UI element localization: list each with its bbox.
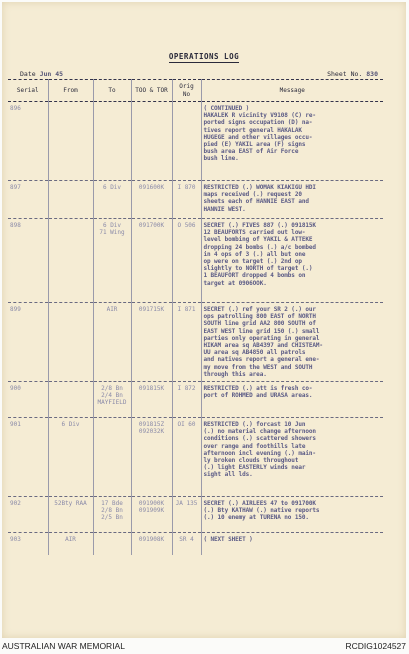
cell-message-line: dropping 24 bombs (.) a/c bombed [203,243,316,251]
document-page [2,2,406,638]
cell-too-tor [131,533,172,555]
operations-log-table [8,79,383,555]
cell-message-line: tives report general HAKALAK [203,126,302,134]
cell-orig-no-text: O 506 [177,222,196,229]
cell-orig-no [172,497,201,533]
cell-serial [8,533,48,555]
cell-serial [8,497,48,533]
cell-orig-no [172,303,201,382]
cell-to-line: 71 Wing [99,229,125,237]
cell-serial-text: 901 [10,421,21,428]
table-row [8,533,383,555]
table-row [8,497,383,533]
cell-serial-text: 902 [10,500,21,507]
cell-message-line: and natives report a general ene- [203,356,320,364]
cell-message-line: slightly to NORTH of target (.) [203,265,313,273]
cell-message [201,497,383,533]
cell-message-line: ops patrolling 800 EAST of NORTH [203,313,316,321]
cell-too-tor [131,418,172,497]
cell-too-tor [131,382,172,418]
cell-to [93,102,131,181]
cell-message-line: my move from the WEST and SOUTH [203,363,313,371]
cell-too-tor-line: 091815K [138,385,165,392]
cell-message-line: 12 BEAUFORTS carried out low- [203,229,306,237]
cell-message [201,533,383,555]
cell-orig-no-text: I 870 [177,184,196,191]
cell-message [201,102,383,181]
cell-message-line: bush line. [203,155,239,163]
cell-message-line: ( NEXT SHEET ) [203,536,253,543]
cell-message [201,418,383,497]
cell-from [48,533,93,555]
cell-serial-text: 896 [10,105,21,112]
cell-message-line: HIKAM area sq AB4397 and CHISTEAM- [203,342,323,350]
cell-message-line: SECRET (.) FIVES 887 (.) 091815K [203,222,316,229]
cell-message-line: over range and foothills late [203,442,306,450]
cell-message-line: RESTRICTED (.) forcast 10 Jun [203,421,306,428]
cell-to [93,418,131,497]
cell-message-line: SECRET (.) AIRLEES 47 to 091700K [203,500,316,507]
cell-message-line: op were on target (.) 2nd op [203,258,302,266]
cell-to [93,303,131,382]
cell-message-line: in 4 ops of 3 (.) all but one [203,250,306,258]
cell-serial [8,418,48,497]
date-value: Jun 45 [39,70,64,78]
cell-serial-text: 900 [10,385,21,392]
column-header-to: To [93,80,131,102]
cell-message-line: parties only operating in general [203,334,320,342]
cell-orig-no-text: JA 135 [175,500,198,507]
cell-too-tor [131,219,172,303]
date-field [20,70,63,78]
cell-too-tor [131,303,172,382]
sheet-number-field [327,70,378,78]
cell-to-line: 17 Bde [101,500,123,507]
cell-to-line: 2/4 Bn [101,392,123,400]
cell-orig-no-text: I 871 [177,306,196,313]
cell-too-tor-line: 091700K [138,222,165,229]
cell-too-tor-line: 091715K [138,306,165,313]
cell-message-line: ly broken clouds throughout [203,457,299,465]
cell-orig-no [172,102,201,181]
cell-to [93,219,131,303]
cell-message-line: target at 0906OOK. [203,279,267,287]
table-header-row [8,80,383,102]
cell-orig-no-text: SR 4 [179,536,194,543]
cell-to-line: AIR [106,306,118,313]
cell-from-text: AIR [65,536,76,543]
date-label: Date [20,70,36,78]
cell-message-line: HANNIE WEST. [203,205,246,213]
cell-serial [8,219,48,303]
cell-orig-no-text: OI 60 [177,421,196,428]
footer-source: AUSTRALIAN WAR MEMORIAL [2,641,125,651]
cell-message-line: ported signs occupation (D) na- [203,119,313,127]
cell-to-line: 6 Div [102,222,122,229]
cell-message-line: through this area. [203,370,267,378]
column-header-too-tor: TOO & TOR [131,80,172,102]
cell-from [48,303,93,382]
cell-message-line: port of ROHMED and URASA areas. [203,392,313,400]
cell-to [93,382,131,418]
cell-message-line: afternoon incl evening (.) main- [203,449,316,457]
cell-message-line: sheets each of HANNIE EAST and [203,198,309,206]
cell-orig-no-text: I 872 [177,385,196,392]
cell-from [48,181,93,219]
cell-message [201,219,383,303]
cell-serial [8,181,48,219]
cell-from [48,219,93,303]
cell-to-line: 2/8 Bn [101,385,123,392]
cell-message-line: (.) no material change afternoon [203,428,316,436]
cell-message-line: RESTRICTED (.) att is fresh co- [203,385,313,392]
table-row [8,102,383,181]
cell-message-line: sight all lds. [203,471,253,479]
cell-from [48,418,93,497]
cell-to-line: MAYFIELD [97,399,127,407]
sheet-value: 830 [366,70,378,78]
cell-serial-text: 898 [10,222,21,229]
cell-serial [8,102,48,181]
cell-message [201,181,383,219]
cell-message-line: maps received (.) request 20 [203,191,302,199]
cell-message-line: UU area sq AB4850 all patrols [203,349,306,357]
archive-footer [0,639,409,654]
cell-message-line: SOUTH line grid AA2 800 SOUTH of [203,320,316,328]
cell-from-text: 6 Div [61,421,80,428]
cell-message-line: level bombing of YAKIL & ATTEKE [203,236,313,244]
table-row [8,303,383,382]
table-row [8,382,383,418]
cell-orig-no [172,533,201,555]
cell-to [93,533,131,555]
cell-too-tor-line: 091900K [138,500,165,507]
cell-too-tor [131,102,172,181]
cell-from-text: 52Bty RAA [54,500,87,507]
table-row [8,181,383,219]
cell-to-line: 2/8 Bn [101,507,123,515]
cell-orig-no [172,219,201,303]
cell-serial [8,303,48,382]
cell-from [48,102,93,181]
cell-too-tor-line: 092032K [138,428,165,436]
cell-message-line: pied (E) YAKIL area (F) signs [203,141,306,149]
cell-to-line: 6 Div [102,184,122,191]
cell-from [48,497,93,533]
cell-too-tor-line: 091815Z [138,421,165,428]
cell-to [93,181,131,219]
sheet-label: Sheet No. [327,70,363,78]
cell-message-line: HUGEGE and other villages occu- [203,133,313,141]
table-row [8,219,383,303]
cell-from [48,382,93,418]
cell-message-line: SECRET (.) ref your SR 2 (.) our [203,306,316,313]
cell-orig-no [172,181,201,219]
cell-to [93,497,131,533]
cell-too-tor-line: 091600K [138,184,165,191]
cell-message-line: (.) Bty KATHAW (.) native reports [203,507,320,515]
column-header-serial: Serial [8,80,48,102]
cell-message-line: HAKALEK R vicinity V9108 (C) re- [203,112,316,120]
cell-too-tor [131,497,172,533]
cell-message-line: RESTRICTED (.) WOMAK KIAKIGU HDI [203,184,316,191]
cell-serial-text: 897 [10,184,21,191]
cell-message-line: 1 BEAUFORT dropped 4 bombs on [203,272,306,280]
cell-message-line: (.) light EASTERLY winds near [203,464,306,472]
cell-message-line: bush area EAST of Air Force [203,148,299,156]
cell-message-line: (.) 10 enemy at TURENA no 150. [203,514,309,522]
cell-message-line: ( CONTINUED ) [203,105,250,112]
column-header-message: Message [201,80,383,102]
table-row [8,418,383,497]
cell-too-tor-line: 091908K [138,536,165,543]
cell-orig-no [172,382,201,418]
cell-serial [8,382,48,418]
column-header-from: From [48,80,93,102]
cell-orig-no [172,418,201,497]
cell-too-tor-line: 091909K [138,507,165,515]
cell-message-line: EAST WEST line grid 150 (.) small [203,327,320,335]
cell-message [201,303,383,382]
cell-serial-text: 899 [10,306,21,313]
cell-to-line: 2/5 Bn [101,514,123,522]
cell-message-line: conditions (.) scattered showers [203,435,316,443]
footer-record-id: RCDIG1024527 [345,641,406,651]
document-title: OPERATIONS LOG [168,52,240,61]
column-header-orig-no: Orig No [172,80,201,102]
cell-message [201,382,383,418]
cell-serial-text: 903 [10,536,21,543]
cell-too-tor [131,181,172,219]
